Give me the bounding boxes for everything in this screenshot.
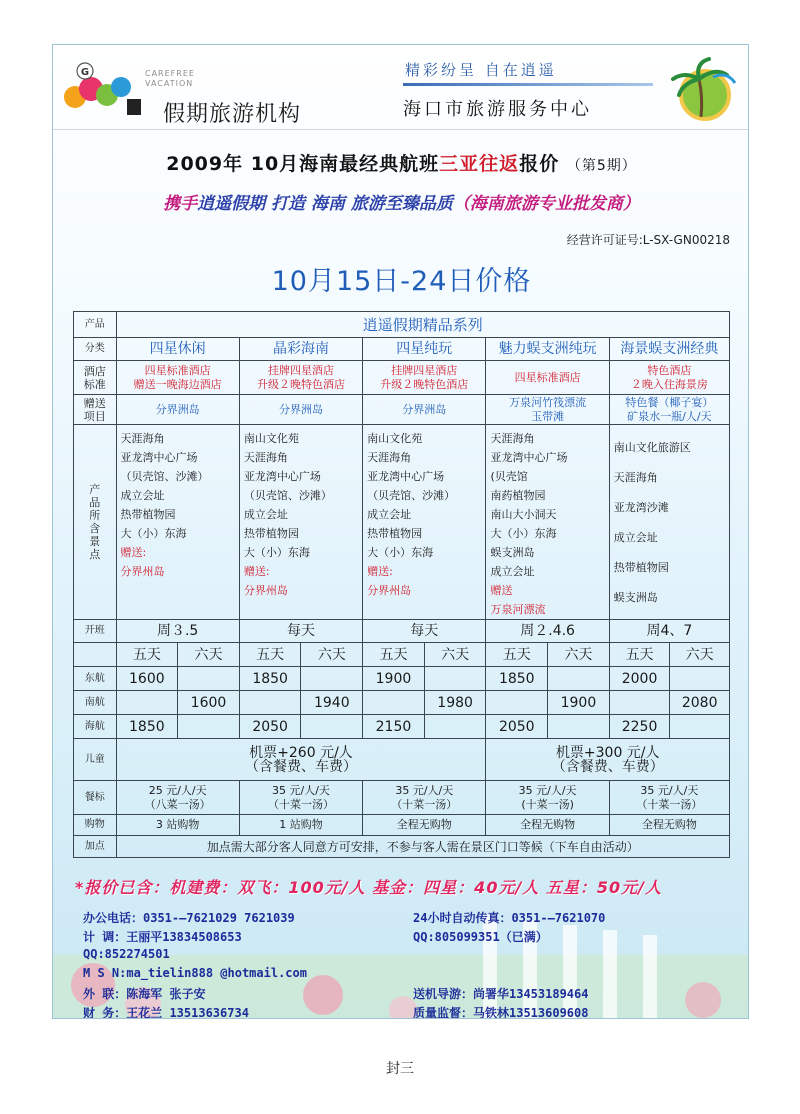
license-number: 经营许可证号:L-SX-GN00218 [566,233,730,247]
price-cell: 1980 [424,691,486,715]
price-cell [363,691,425,715]
meal-line: 35 元/人/天 [518,783,577,797]
category-cell: 海景蜈支洲经典 [609,338,729,361]
airport-guide-contact: 送机导游：尚署华13453189464 [413,987,589,1001]
shopping-cell: 全程无购物 [486,815,609,836]
category-cell: 魅力蜈支洲纯玩 [486,338,609,361]
shopping-cell: 3 站购物 [116,815,239,836]
meal-cell [609,781,729,815]
meal-line: 35 元/人/天 [272,783,330,797]
row-label-haihang: 海航 [74,715,117,739]
price-cell: 2050 [239,715,301,739]
scenic-item: (贝壳馆 [490,470,528,483]
scenic-item: 亚龙湾中心广场 [367,470,445,483]
label-line: 产 [89,483,101,496]
duration-cell: 六天 [301,643,363,667]
hotel-cell [363,361,486,395]
scenic-item: 南药植物园 [490,489,546,502]
duration-cell: 五天 [239,643,301,667]
price-cell: 1850 [116,715,178,739]
service-center-name: 海口市旅游服务中心 [403,99,592,120]
scenic-item: 南山文化旅游区 [613,441,691,454]
child-price-line: （含餐费、车费） [244,758,357,775]
qq-number-2: QQ:852274501 [83,947,170,961]
duration-cell: 五天 [609,643,670,667]
scenic-item: 成立会址 [490,565,535,578]
table-row [74,739,730,781]
child-price-line: 机票+260 元/人 [249,744,353,761]
row-label-dongfang: 东航 [74,667,117,691]
scenic-item: 蜈支洲岛 [490,546,535,559]
price-table [73,311,730,858]
vacation-logo-icon [61,59,141,119]
price-cell: 1900 [363,667,425,691]
gift-line: 分界洲岛 [402,402,447,416]
title-part-3: 报价 [519,153,560,175]
schedule-cell: 周２.4.6 [486,620,609,643]
gift-cell [239,395,362,425]
gift-line: 分界洲岛 [278,402,323,416]
row-label-product: 产品 [74,312,117,338]
meal-line: 35 元/人/天 [395,783,454,797]
scenic-cell [116,425,239,620]
logo-mark-letter: G [80,67,90,78]
label-line: 酒店 [83,364,106,378]
office-phone: 办公电话：0351-—7621029 7621039 [83,911,295,925]
gift-line: 分界洲岛 [155,402,200,416]
scenic-item: 亚龙湾中心广场 [490,451,568,464]
subtitle-part-1: 携手 [163,194,198,214]
category-cell: 四星休闲 [116,338,239,361]
scenic-item: （贝壳馆、沙滩） [367,489,456,502]
duration-cell: 五天 [363,643,425,667]
subtitle-part-2: 逍遥假期 打造 海南 旅游至臻品质 [197,194,453,214]
table-row [74,781,730,815]
scenic-item: 南山文化苑 [367,432,423,445]
price-cell [609,691,670,715]
meal-cell [116,781,239,815]
price-cell [178,667,240,691]
shopping-cell: 全程无购物 [609,815,729,836]
row-label-extra: 加点 [74,836,117,858]
scenic-item: 蜈支洲岛 [613,591,658,604]
row-label-schedule: 开班 [74,620,117,643]
table-row [74,715,730,739]
row-label-category: 分类 [74,338,117,361]
hotel-line: 升级２晚特色酒店 [256,377,345,391]
price-cell: 1600 [178,691,240,715]
category-cell: 四星纯玩 [363,338,486,361]
subtitle-part-3: （海南旅游专业批发商） [452,194,640,214]
scenic-item: 天涯海角 [120,432,165,445]
page-title [53,149,749,176]
meal-line: 25 元/人/天 [148,783,207,797]
schedule-cell: 每天 [239,620,362,643]
scenic-item: 热带植物园 [120,508,176,521]
hotel-cell [486,361,609,395]
gift-cell [486,395,609,425]
finance-contact: 财 务：王花兰 13513636734 [83,1006,249,1019]
child-price-line: （含餐费、车费） [551,758,664,775]
table-row [74,312,730,338]
label-line: 赠送 [83,396,106,410]
scenic-item: 天涯海角 [613,471,658,484]
price-cell: 2000 [609,667,670,691]
scenic-item: （贝壳馆、沙滩） [243,489,332,502]
title-part-1: 2009年 10月海南最经典航班 [166,153,440,175]
scenic-cell [609,425,729,620]
schedule-cell: 每天 [363,620,486,643]
price-cell [548,715,610,739]
scenic-item: 亚龙湾沙滩 [613,501,669,514]
schedule-cell: 周３.5 [116,620,239,643]
duration-cell: 五天 [116,643,178,667]
page-footer-label: 封三 [386,1061,414,1077]
header-right [403,55,743,125]
scenic-item: 南山大小洞天 [490,508,557,521]
price-cell [301,715,363,739]
table-row [74,815,730,836]
scenic-gift: 分界州岛 [120,565,165,578]
price-cell [239,691,301,715]
scenic-item: 南山文化苑 [243,432,299,445]
gift-cell [116,395,239,425]
price-cell: 1600 [116,667,178,691]
scenic-gift-label: 赠送: [367,565,393,578]
hotel-line: 挂牌四星酒店 [267,363,334,377]
price-cell: 1850 [486,667,548,691]
meal-line: （十菜一汤） [267,797,334,811]
hotel-line: 赠送一晚海边酒店 [133,377,222,391]
brand-logo [61,55,331,125]
price-cell [301,667,363,691]
palm-tree-logo-icon [665,57,741,123]
price-cell: 1940 [301,691,363,715]
table-row [74,395,730,425]
table-row [74,338,730,361]
hotel-line: 升级２晚特色酒店 [380,377,469,391]
price-cell [670,667,730,691]
scenic-item: 天涯海角 [243,451,288,464]
row-label-child: 儿童 [74,739,117,781]
scenic-cell [363,425,486,620]
hotel-line: 特色酒店 [647,363,692,377]
child-price-cell [116,739,486,781]
row-label-nanhang: 南航 [74,691,117,715]
header-divider [53,129,749,130]
scenic-item: （贝壳馆、沙滩） [120,470,209,483]
duration-cell: 六天 [548,643,610,667]
table-row [74,361,730,395]
gift-line: 玉带滩 [531,409,565,423]
label-line: 点 [89,548,101,561]
table-row [74,425,730,620]
price-cell [486,691,548,715]
hotel-line: 四星标准酒店 [144,363,211,377]
row-label-scenic [74,425,117,620]
price-cell: 2080 [670,691,730,715]
planner-contact: 计 调：王丽平13834508653 [83,930,242,944]
slogan-underline [403,83,653,86]
msn-contact: M S N:ma_tielin888 @hotmail.com [83,966,307,980]
scenic-gift: 分界州岛 [367,584,412,597]
child-price-line: 机票+300 元/人 [555,744,660,761]
scenic-item: 大（小）东海 [120,527,187,540]
row-label-shopping: 购物 [74,815,117,836]
gift-line: 矿泉水一瓶/人/天 [627,409,712,423]
row-label-meal: 餐标 [74,781,117,815]
hotel-line: 四星标准酒店 [514,370,581,384]
label-line: 所 [89,509,101,522]
table-row [74,643,730,667]
table-row [74,620,730,643]
row-label-hotel [74,361,117,395]
scenic-gift: 分界州岛 [243,584,288,597]
child-price-cell [486,739,730,781]
meal-line: 35 元/人/天 [640,783,699,797]
logo-chinese-name: 假期旅游机构 [163,102,302,127]
hotel-cell [116,361,239,395]
meal-line: (十菜一汤) [521,797,574,811]
scenic-item: 天涯海角 [367,451,412,464]
scenic-item: 亚龙湾中心广场 [120,451,198,464]
shopping-cell: 全程无购物 [363,815,486,836]
scenic-item: 热带植物园 [243,527,299,540]
duration-cell: 六天 [670,643,730,667]
scenic-item: 热带植物园 [367,527,423,540]
scenic-gift-label: 赠送: [120,546,147,559]
logo-english-text: CAREFREE VACATION [145,69,195,88]
price-cell [424,667,486,691]
title-issue: （第5期） [566,158,637,174]
scenic-item: 成立会址 [367,508,412,521]
subtitle [53,189,749,214]
meal-line: （十菜一汤） [391,797,458,811]
scenic-gift-label: 赠送 [490,584,513,597]
scenic-gift: 万泉河漂流 [490,603,546,616]
scenic-item: 成立会址 [120,489,165,502]
meal-cell [486,781,609,815]
schedule-cell: 周4、7 [609,620,729,643]
fax-number: 24小时自动传真：0351-—7621070 [413,911,606,925]
scenic-item: 成立会址 [243,508,288,521]
hotel-line: ２晚入住海景房 [630,377,708,391]
brochure-sheet [52,44,749,1019]
label-line: 品 [89,496,101,509]
price-cell: 1900 [548,691,610,715]
scenic-item: 热带植物园 [613,561,669,574]
label-line: 景 [89,535,101,548]
price-cell [178,715,240,739]
hotel-cell [609,361,729,395]
series-name: 逍遥假期精品系列 [116,312,729,338]
slogan: 精彩纷呈 自在逍遥 [405,61,557,79]
extra-note-cell: 加点需大部分客人同意方可安排，不参与客人需在景区门口等候（下车自由活动） [116,836,729,858]
gift-line: 万泉河竹筏漂流 [509,395,587,409]
price-inclusion-note: *报价已含：机建费：双飞：100元/人 基金：四星：40元/人 五星：50元/人 [75,878,662,897]
scenic-item: 天涯海角 [490,432,535,445]
scenic-item: 大（小）东海 [243,546,310,559]
table-row [74,667,730,691]
scenic-item: 大（小）东海 [367,546,434,559]
gift-line: 特色餐（椰子宴） [625,395,714,409]
price-cell [670,715,730,739]
label-line: 项目 [83,409,106,423]
hotel-line: 挂牌四星酒店 [391,363,458,377]
gift-cell [609,395,729,425]
price-cell [424,715,486,739]
gift-cell [363,395,486,425]
label-line: 标准 [83,377,106,391]
external-contact: 外 联：陈海军 张子安 [83,987,206,1001]
qq-number-1: QQ:805099351（已满） [413,930,548,944]
meal-cell [363,781,486,815]
meal-line: （八菜一汤） [144,797,211,811]
duration-cell: 六天 [178,643,240,667]
meal-cell [239,781,362,815]
scenic-item: 成立会址 [613,531,658,544]
quality-contact: 质量监督：马铁林13513609608 [413,1006,589,1019]
hotel-cell [239,361,362,395]
title-part-2: 三亚往返 [439,153,520,175]
price-cell [548,667,610,691]
label-line: 含 [89,522,101,535]
duration-cell: 六天 [424,643,486,667]
price-cell: 1850 [239,667,301,691]
scenic-cell [486,425,609,620]
price-cell [116,691,178,715]
scenic-item: 亚龙湾中心广场 [243,470,321,483]
table-row [74,691,730,715]
scenic-cell [239,425,362,620]
meal-line: （十菜一汤） [636,797,703,811]
price-cell: 2050 [486,715,548,739]
category-cell: 晶彩海南 [239,338,362,361]
price-date-range: 10月15日-24日价格 [271,266,532,297]
duration-cell: 五天 [486,643,548,667]
scenic-gift-label: 赠送: [243,565,270,578]
price-cell: 2150 [363,715,425,739]
empty-cell [74,643,117,667]
table-row [74,836,730,858]
price-cell: 2250 [609,715,670,739]
scenic-item: 大（小）东海 [490,527,557,540]
shopping-cell: 1 站购物 [239,815,362,836]
row-label-gift [74,395,117,425]
